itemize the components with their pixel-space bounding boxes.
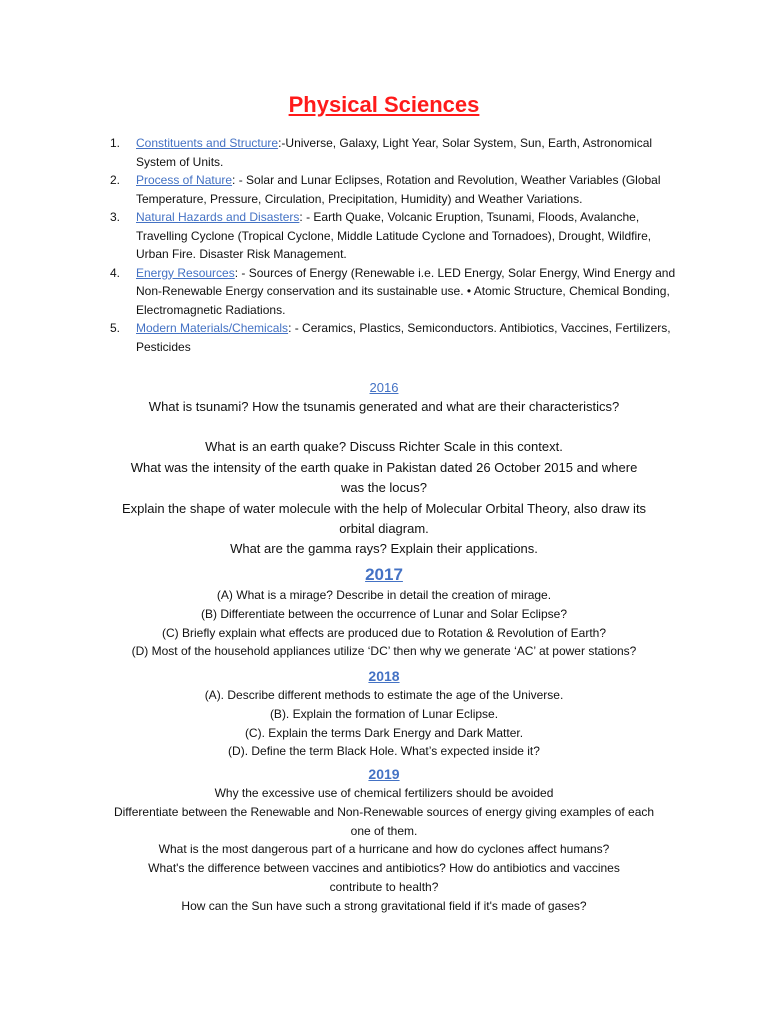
topic-text: : - Sources of Energy (Renewable i.e. LED Energy, Solar Energy, Wind Energy and Non-Renewable Energy conservation and its sustainable use. • Atomic Structure, Chemical Bonding, Electromagnetic Radiations.	[136, 265, 676, 317]
topic-number: 1.	[110, 136, 121, 150]
topic-link-constituents[interactable]: Constituents and Structure	[136, 136, 279, 150]
section-2018	[0, 666, 768, 761]
topic-link-modern-materials[interactable]: Modern Materials/Chemicals	[136, 321, 289, 335]
question-2016-5: What are the gamma rays? Explain their applications.	[230, 541, 538, 557]
topic-link-process-of-nature[interactable]: Process of Nature	[136, 173, 233, 187]
topic-number: 4.	[110, 265, 121, 280]
question-2016-2: What is an earth quake? Discuss Richter Scale in this context.	[205, 439, 563, 455]
question-2019-5: How can the Sun have such a strong gravitational field if it's made of gases?	[181, 898, 587, 913]
question-2017-a: (A) What is a mirage? Describe in detail the creation of mirage.	[216, 588, 552, 602]
question-2018-d: (D). Define the term Black Hole. What’s expected inside it?	[228, 744, 540, 759]
question-2016-1: What is tsunami? How the tsunamis generated and what are their characteristics?	[148, 399, 620, 414]
section-2016	[0, 379, 768, 560]
topic-number: 5.	[110, 321, 121, 335]
year-heading-2017: 2017	[365, 565, 403, 584]
topic-item	[110, 171, 680, 208]
topic-list	[110, 134, 680, 356]
topic-link-natural-hazards[interactable]: Natural Hazards and Disasters	[136, 210, 300, 224]
topic-text: : - Earth Quake, Volcanic Eruption, Tsunami, Floods, Avalanche, Travelling Cyclone (Tropical Cyclone, Middle Latitude Cyclone and Tornadoes), Drought, Wildfire, Urban Fire. Disaster Risk Management.	[136, 210, 652, 261]
question-2019-2: Differentiate between the Renewable and Non-Renewable sources of energy giving examples of each one of them.	[113, 804, 655, 838]
topic-text: : - Ceramics, Plastics, Semiconductors. Antibiotics, Vaccines, Fertilizers, Pesticides	[136, 321, 671, 354]
question-2017-b: (B) Differentiate between the occurrence of Lunar and Solar Eclipse?	[201, 606, 567, 621]
topic-number: 2.	[110, 173, 121, 187]
page-title: Physical Sciences	[288, 92, 480, 117]
question-2019-4: What's the difference between vaccines and antibiotics? How do antibiotics and vaccines contribute to health?	[148, 861, 620, 894]
question-2018-c: (C). Explain the terms Dark Energy and Dark Matter.	[244, 725, 524, 740]
question-2016-3: What was the intensity of the earth quake in Pakistan dated 26 October 2015 and where was the locus?	[130, 459, 638, 496]
topic-text: :-Universe, Galaxy, Light Year, Solar System, Sun, Earth, Astronomical System of Units.	[136, 136, 653, 169]
section-2017	[0, 564, 768, 661]
topic-text: : - Solar and Lunar Eclipses, Rotation and Revolution, Weather Variables (Global Temperature, Pressure, Circulation, Precipitation, Humidity) and Weather Variations.	[136, 173, 661, 206]
topic-number: 3.	[110, 210, 121, 224]
year-heading-2018: 2018	[368, 668, 400, 684]
question-2016-4: Explain the shape of water molecule with the help of Molecular Orbital Theory, also draw its orbital diagram.	[121, 500, 647, 537]
question-2019-1: Why the excessive use of chemical fertilizers should be avoided	[214, 786, 554, 800]
topic-item	[110, 319, 680, 356]
year-heading-2019: 2019	[368, 766, 400, 782]
question-2018-a: (A). Describe different methods to estimate the age of the Universe.	[204, 688, 564, 702]
topic-link-energy-resources[interactable]: Energy Resources	[136, 265, 235, 280]
question-2017-c: (C) Briefly explain what effects are produced due to Rotation & Revolution of Earth?	[161, 625, 607, 640]
topic-item	[110, 208, 680, 264]
question-2018-b: (B). Explain the formation of Lunar Eclipse.	[269, 706, 499, 721]
topic-item	[110, 264, 680, 320]
section-2019	[0, 764, 768, 916]
question-2019-3: What is the most dangerous part of a hurricane and how do cyclones affect humans?	[158, 842, 610, 857]
question-2017-d: (D) Most of the household appliances utilize ‘DC’ then why we generate ‘AC’ at power stations?	[131, 644, 637, 659]
year-heading-2016: 2016	[369, 380, 399, 395]
topic-item	[110, 134, 680, 171]
